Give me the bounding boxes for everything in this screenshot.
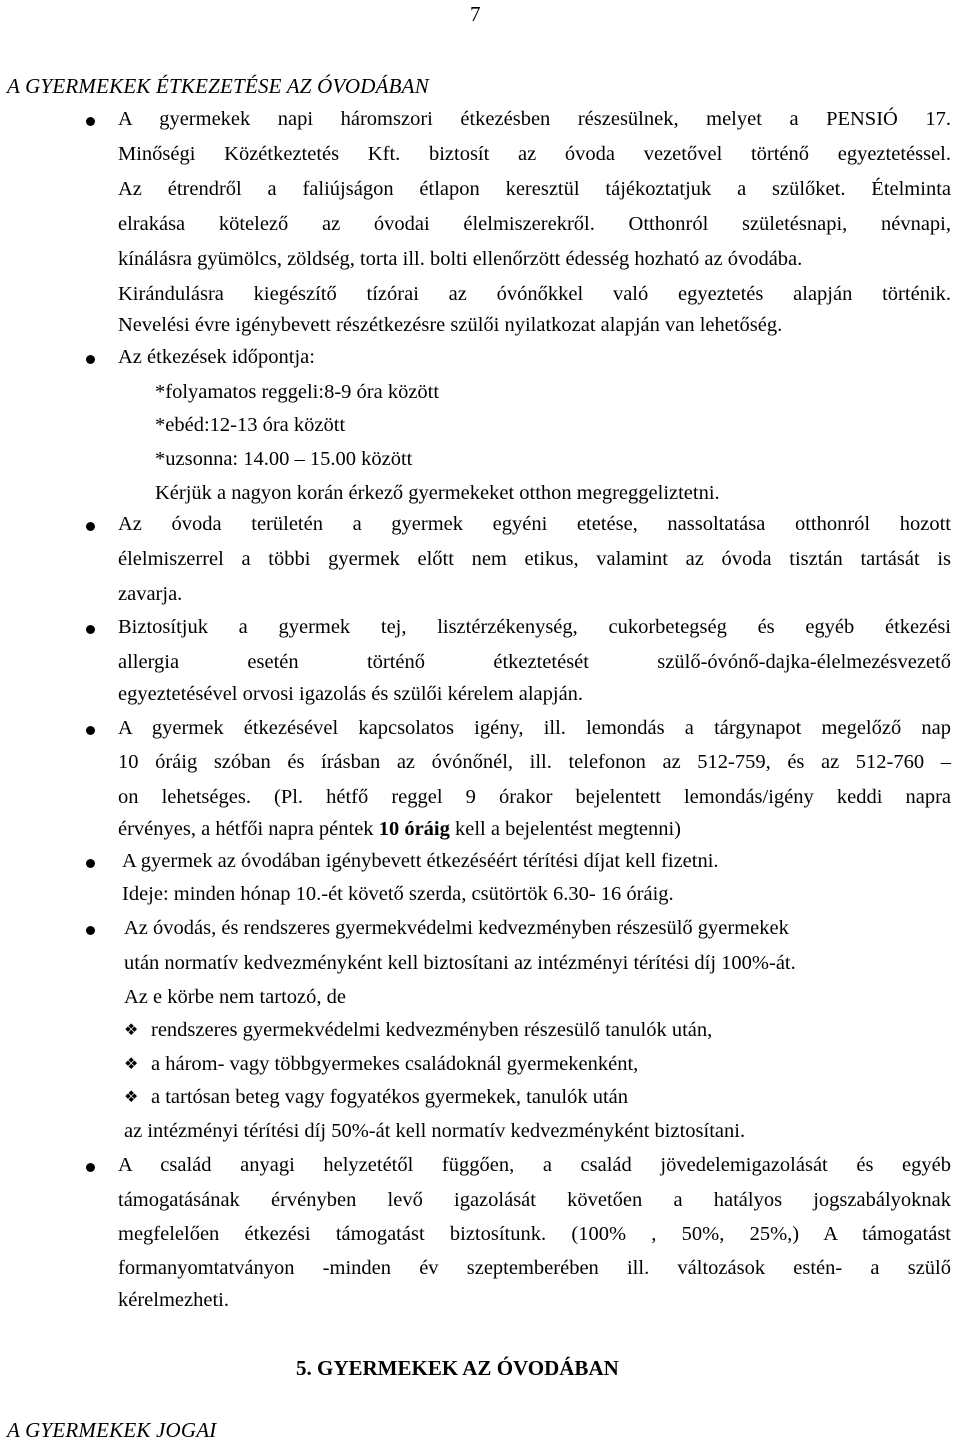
b5-line-4-pre: érvényes, a hétfői napra péntek bbox=[118, 818, 379, 840]
bullet-icon bbox=[86, 726, 95, 735]
b4-line-3: egyeztetésével orvosi igazolás és szülői kérelem alapján. bbox=[118, 683, 584, 705]
b6-line-2: Ideje: minden hónap 10.-ét követő szerda, csütörtök 6.30- 16 óráig. bbox=[122, 883, 674, 905]
b7-line-3: Az e körbe nem tartozó, de bbox=[124, 986, 346, 1008]
section-5-title: 5. GYERMEKEK AZ ÓVODÁBAN bbox=[296, 1356, 619, 1380]
b8-line-3: megfelelően étkezési támogatást biztosítunk. (100% , 50%, 25%,) A támogatást bbox=[118, 1223, 951, 1245]
b5-line-2: 10 óráig szóban és írásban az óvónőnél, ill. telefonon az 512-759, és az 512-760 – bbox=[118, 751, 951, 773]
b3-line-1: Az óvoda területén a gyermek egyéni etetése, nassoltatása otthonról hozott bbox=[118, 513, 951, 535]
b8-line-1: A család anyagi helyzetétől függően, a család jövedelemigazolását és egyéb bbox=[118, 1154, 951, 1176]
bullet-icon bbox=[86, 355, 95, 364]
bullet-icon bbox=[86, 625, 95, 634]
bullet-icon bbox=[86, 522, 95, 531]
b5-deadline-bold: 10 óráig bbox=[378, 818, 450, 840]
b4-line-1: Biztosítjuk a gyermek tej, lisztérzékenység, cukorbetegség és egyéb étkezési bbox=[118, 616, 951, 638]
diamond-bullet-icon: ❖ bbox=[124, 1020, 139, 1039]
diamond-bullet-icon: ❖ bbox=[124, 1054, 139, 1073]
b3-line-2: élelmiszerrel a többi gyermek előtt nem etikus, valamint az óvoda tisztán tartását is bbox=[118, 548, 951, 570]
bullet-icon bbox=[86, 926, 95, 935]
b1-line-7: Nevelési évre igénybevett részétkezésre szülői nyilatkozat alapján van lehetőség. bbox=[118, 314, 783, 336]
b5-line-3: on lehetséges. (Pl. hétfő reggel 9 órakor bejelentett lemondás/igény keddi napra bbox=[118, 786, 951, 808]
b5-line-4-post: kell a bejelentést megtenni) bbox=[449, 818, 681, 840]
b8-line-5: kérelmezheti. bbox=[118, 1289, 229, 1311]
bullet-icon bbox=[86, 859, 95, 868]
b4-line-2: allergia esetén történő étkeztetését szülő-óvónő-dajka-élelmezésvezető bbox=[118, 651, 951, 673]
b2-item-lunch: *ebéd:12-13 óra között bbox=[155, 414, 346, 436]
b2-item-breakfast: *folyamatos reggeli:8-9 óra között bbox=[155, 381, 440, 403]
b5-line-4 bbox=[118, 817, 681, 841]
bullet-icon bbox=[86, 1163, 95, 1172]
b1-line-2: Minőségi Közétkeztetés Kft. biztosít az óvoda vezetővel történő egyeztetéssel. bbox=[118, 143, 951, 165]
b8-line-4: formanyomtatványon -minden év szeptemberében ill. változások estén- a szülő bbox=[118, 1257, 951, 1279]
b7-sub-2: a három- vagy többgyermekes családoknál gyermekenként, bbox=[151, 1053, 639, 1075]
b7-sub-1: rendszeres gyermekvédelmi kedvezményben részesülő tanulók után, bbox=[151, 1019, 713, 1041]
b5-line-1: A gyermek étkezésével kapcsolatos igény, ill. lemondás a tárgynapot megelőző nap bbox=[118, 717, 951, 739]
b2-intro: Az étkezések időpontja: bbox=[118, 346, 315, 368]
b6-line-1: A gyermek az óvodában igénybevett étkezéséért térítési díjat kell fizetni. bbox=[122, 850, 719, 872]
b7-closing: az intézményi térítési díj 50%-át kell normatív kedvezményként biztosítani. bbox=[124, 1120, 746, 1142]
b1-line-6: Kirándulásra kiegészítő tízórai az óvónőkkel való egyeztetés alapján történik. bbox=[118, 283, 951, 305]
b8-line-2: támogatásának érvényben levő igazolását követően a hatályos jogszabályoknak bbox=[118, 1189, 951, 1211]
b1-line-1: A gyermekek napi háromszori étkezésben részesülnek, melyet a PENSIÓ 17. bbox=[118, 108, 951, 130]
b7-line-1: Az óvodás, és rendszeres gyermekvédelmi kedvezményben részesülő gyermekek bbox=[124, 917, 789, 939]
heading-rights: A GYERMEKEK JOGAI bbox=[7, 1418, 217, 1442]
page-number: 7 bbox=[470, 2, 481, 26]
b7-sub-3: a tartósan beteg vagy fogyatékos gyermekek, tanulók után bbox=[151, 1086, 629, 1108]
b2-note: Kérjük a nagyon korán érkező gyermekeket otthon megreggeliztetni. bbox=[155, 482, 720, 504]
b3-line-3: zavarja. bbox=[118, 583, 183, 605]
diamond-bullet-icon: ❖ bbox=[124, 1087, 139, 1106]
heading-food: A GYERMEKEK ÉTKEZETÉSE AZ ÓVODÁBAN bbox=[7, 74, 429, 98]
b1-line-5: kínálásra gyümölcs, zöldség, torta ill. bolti ellenőrzött édesség hozható az óvodába. bbox=[118, 248, 803, 270]
b1-line-3: Az étrendről a faliújságon étlapon keresztül tájékoztatjuk a szülőket. Ételminta bbox=[118, 178, 951, 200]
b2-item-snack: *uzsonna: 14.00 – 15.00 között bbox=[155, 448, 413, 470]
b7-line-2: után normatív kedvezményként kell biztosítani az intézményi térítési díj 100%-át. bbox=[124, 952, 796, 974]
bullet-icon bbox=[86, 117, 95, 126]
b1-line-4: elrakása kötelező az óvodai élelmiszerekről. Otthonról születésnapi, névnapi, bbox=[118, 213, 951, 235]
